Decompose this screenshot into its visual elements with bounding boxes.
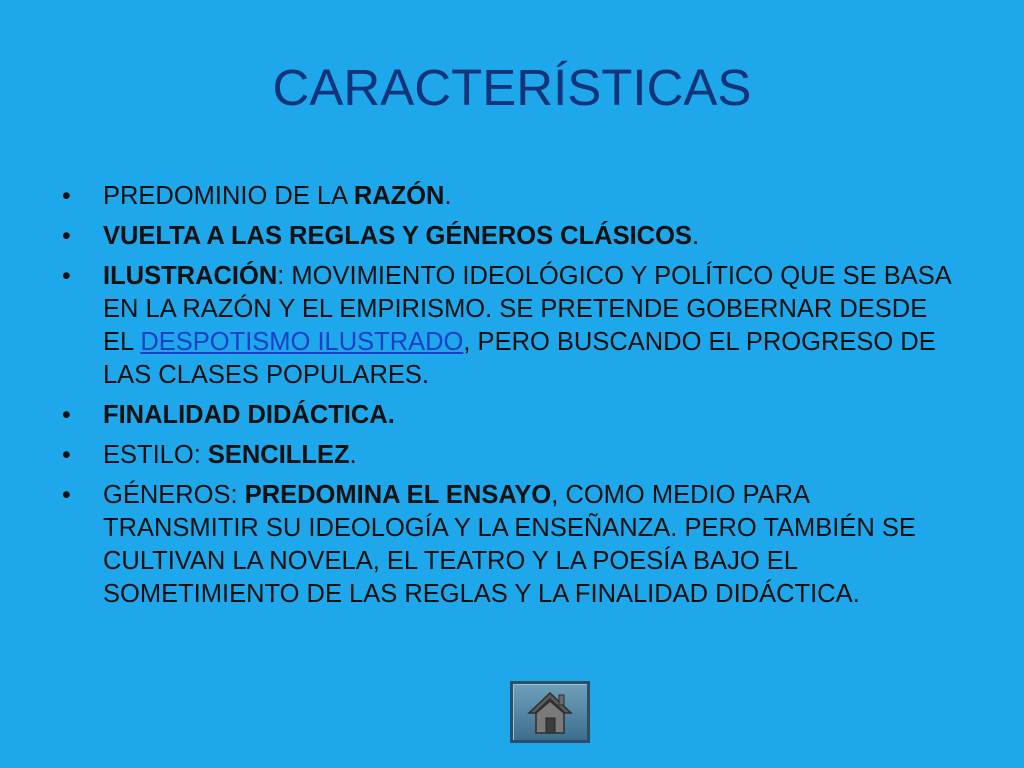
bullet-text: PREDOMINIO DE LA — [103, 182, 354, 210]
bullet-bold-text: ILUSTRACIÓN — [103, 262, 278, 290]
home-icon — [526, 689, 574, 737]
bullet-item-finalidad — [62, 399, 962, 432]
bullet-dot: • — [62, 182, 71, 210]
slide-title: CARACTERÍSTICAS — [272, 59, 752, 116]
bullet-list — [62, 180, 962, 618]
bullet-bold-text: PREDOMINA EL ENSAYO — [244, 481, 552, 509]
bullet-dot: • — [62, 441, 71, 469]
bullet-text: GÉNEROS: — [103, 481, 245, 509]
despotismo-ilustrado-link[interactable]: DESPOTISMO ILUSTRADO — [140, 328, 464, 356]
home-button[interactable] — [510, 681, 590, 743]
bullet-text: . — [691, 222, 700, 250]
bullet-item-generos — [62, 479, 962, 611]
bullet-bold-text: SENCILLEZ — [207, 441, 350, 469]
bullet-item-razon — [62, 180, 962, 213]
bullet-bold-text: RAZÓN — [353, 182, 445, 210]
bullet-text: : MOVIMIENTO IDEOLÓGICO Y POLÍTICO QUE SE BASA EN LA RAZÓN Y EL EMPIRISMO. SE PRETENDE GOBERNAR DESDE EL — [103, 262, 951, 356]
bullet-text: . — [444, 182, 452, 210]
bullet-text: , PERO BUSCANDO EL PROGRESO DE LAS CLASES POPULARES. — [103, 328, 936, 389]
bullet-dot: • — [62, 222, 71, 250]
bullet-dot: • — [62, 262, 71, 290]
bullet-item-ilustracion — [62, 260, 962, 392]
bullet-dot: • — [62, 401, 71, 429]
bullet-item-reglas — [62, 220, 962, 253]
bullet-dot: • — [62, 481, 71, 509]
bullet-item-estilo — [62, 439, 962, 472]
bullet-text: , COMO MEDIO PARA TRANSMITIR SU IDEOLOGÍA Y LA ENSEÑANZA. PERO TAMBIÉN SE CULTIVAN LA NOVELA, EL TEATRO Y LA POESÍA BAJO EL SOMETIMIENTO DE LAS REGLAS Y LA FINALIDAD DIDÁCTICA. — [103, 481, 916, 608]
bullet-text: . — [349, 441, 357, 469]
bullet-bold-text: FINALIDAD DIDÁCTICA. — [103, 401, 395, 429]
bullet-text: ESTILO: — [103, 441, 208, 469]
bullet-bold-text: VUELTA A LAS REGLAS Y GÉNEROS CLÁSICOS — [103, 222, 692, 250]
